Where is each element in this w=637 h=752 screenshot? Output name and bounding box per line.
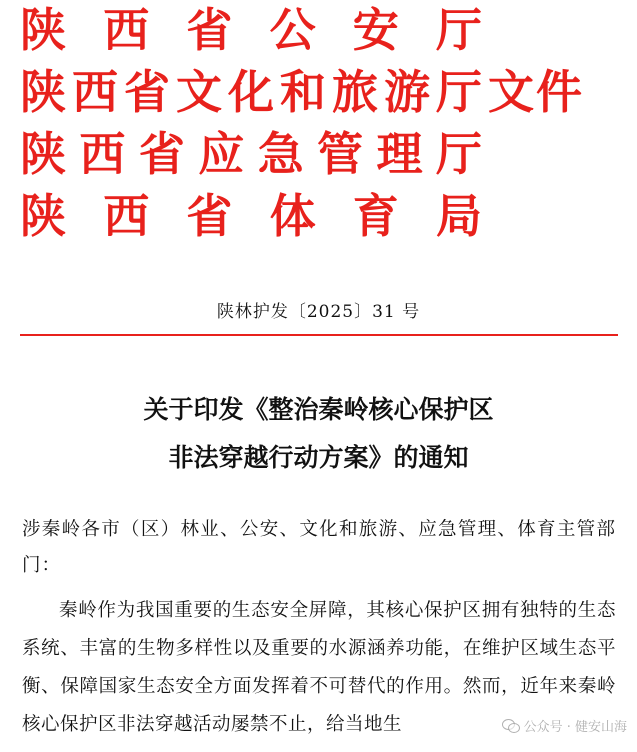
issuer-char: 省 (186, 189, 233, 243)
issuer-name (20, 64, 482, 120)
issuer-char: 安 (352, 3, 399, 57)
issuer-char: 管 (317, 127, 364, 181)
watermark (502, 716, 627, 735)
red-divider (20, 334, 618, 336)
issuer-name (20, 188, 482, 244)
body-paragraph: 秦岭作为我国重要的生态安全屏障，其核心保护区拥有独特的生态系统、丰富的生物多样性以及重要的水源涵养功能，在维护区域生态平衡、保障国家生态安全方面发挥着不可替代的作用。然而，近年来秦岭核心保护区非法穿越活动屡禁不止，给当地生 (22, 600, 616, 735)
document-type-label: 文件 (488, 65, 584, 119)
issuer-char: 游 (384, 65, 430, 119)
issuer-row (20, 124, 620, 186)
issuer-row (20, 0, 620, 62)
issuer-char: 西 (103, 189, 150, 243)
issuer-char: 育 (352, 189, 399, 243)
issuer-char: 化 (228, 65, 274, 119)
issuer-char: 理 (376, 127, 423, 181)
title-line: 非法穿越行动方案》的通知 (168, 443, 469, 472)
issuer-char: 厅 (435, 3, 482, 57)
watermark-text: 公众号 · 健安山海 (523, 720, 627, 735)
issuer-row (20, 186, 620, 248)
issuer-char: 陕 (20, 65, 66, 119)
issuer-name (20, 2, 482, 58)
issuer-char: 厅 (436, 65, 482, 119)
issuer-char: 西 (79, 127, 126, 181)
issuer-char: 陕 (20, 189, 66, 243)
issuer-char: 旅 (332, 65, 378, 119)
issuer-char: 西 (103, 3, 150, 57)
issuer-char: 厅 (435, 127, 482, 181)
issuer-char: 省 (138, 127, 185, 181)
document-number: 陕林护发〔2025〕31 号 (216, 302, 421, 322)
issuer-char: 应 (198, 127, 245, 181)
issuer-char: 局 (435, 189, 482, 243)
issuer-char: 西 (72, 65, 118, 119)
title-line: 关于印发《整治秦岭核心保护区 (143, 395, 494, 424)
salutation: 涉秦岭各市（区）林业、公安、文化和旅游、应急管理、体育主管部门： (22, 519, 616, 576)
issuer-name (20, 126, 482, 182)
issuer-char: 体 (269, 189, 316, 243)
issuer-char: 陕 (20, 127, 66, 181)
issuer-char: 陕 (20, 3, 66, 57)
wechat-icon (502, 719, 520, 733)
issuer-char: 省 (186, 3, 233, 57)
issuer-char: 和 (280, 65, 326, 119)
issuer-char: 省 (124, 65, 170, 119)
issuing-authorities (20, 0, 620, 248)
issuer-char: 文 (176, 65, 222, 119)
issuer-char: 急 (257, 127, 304, 181)
document-title (0, 386, 637, 482)
issuer-char: 公 (269, 3, 316, 57)
